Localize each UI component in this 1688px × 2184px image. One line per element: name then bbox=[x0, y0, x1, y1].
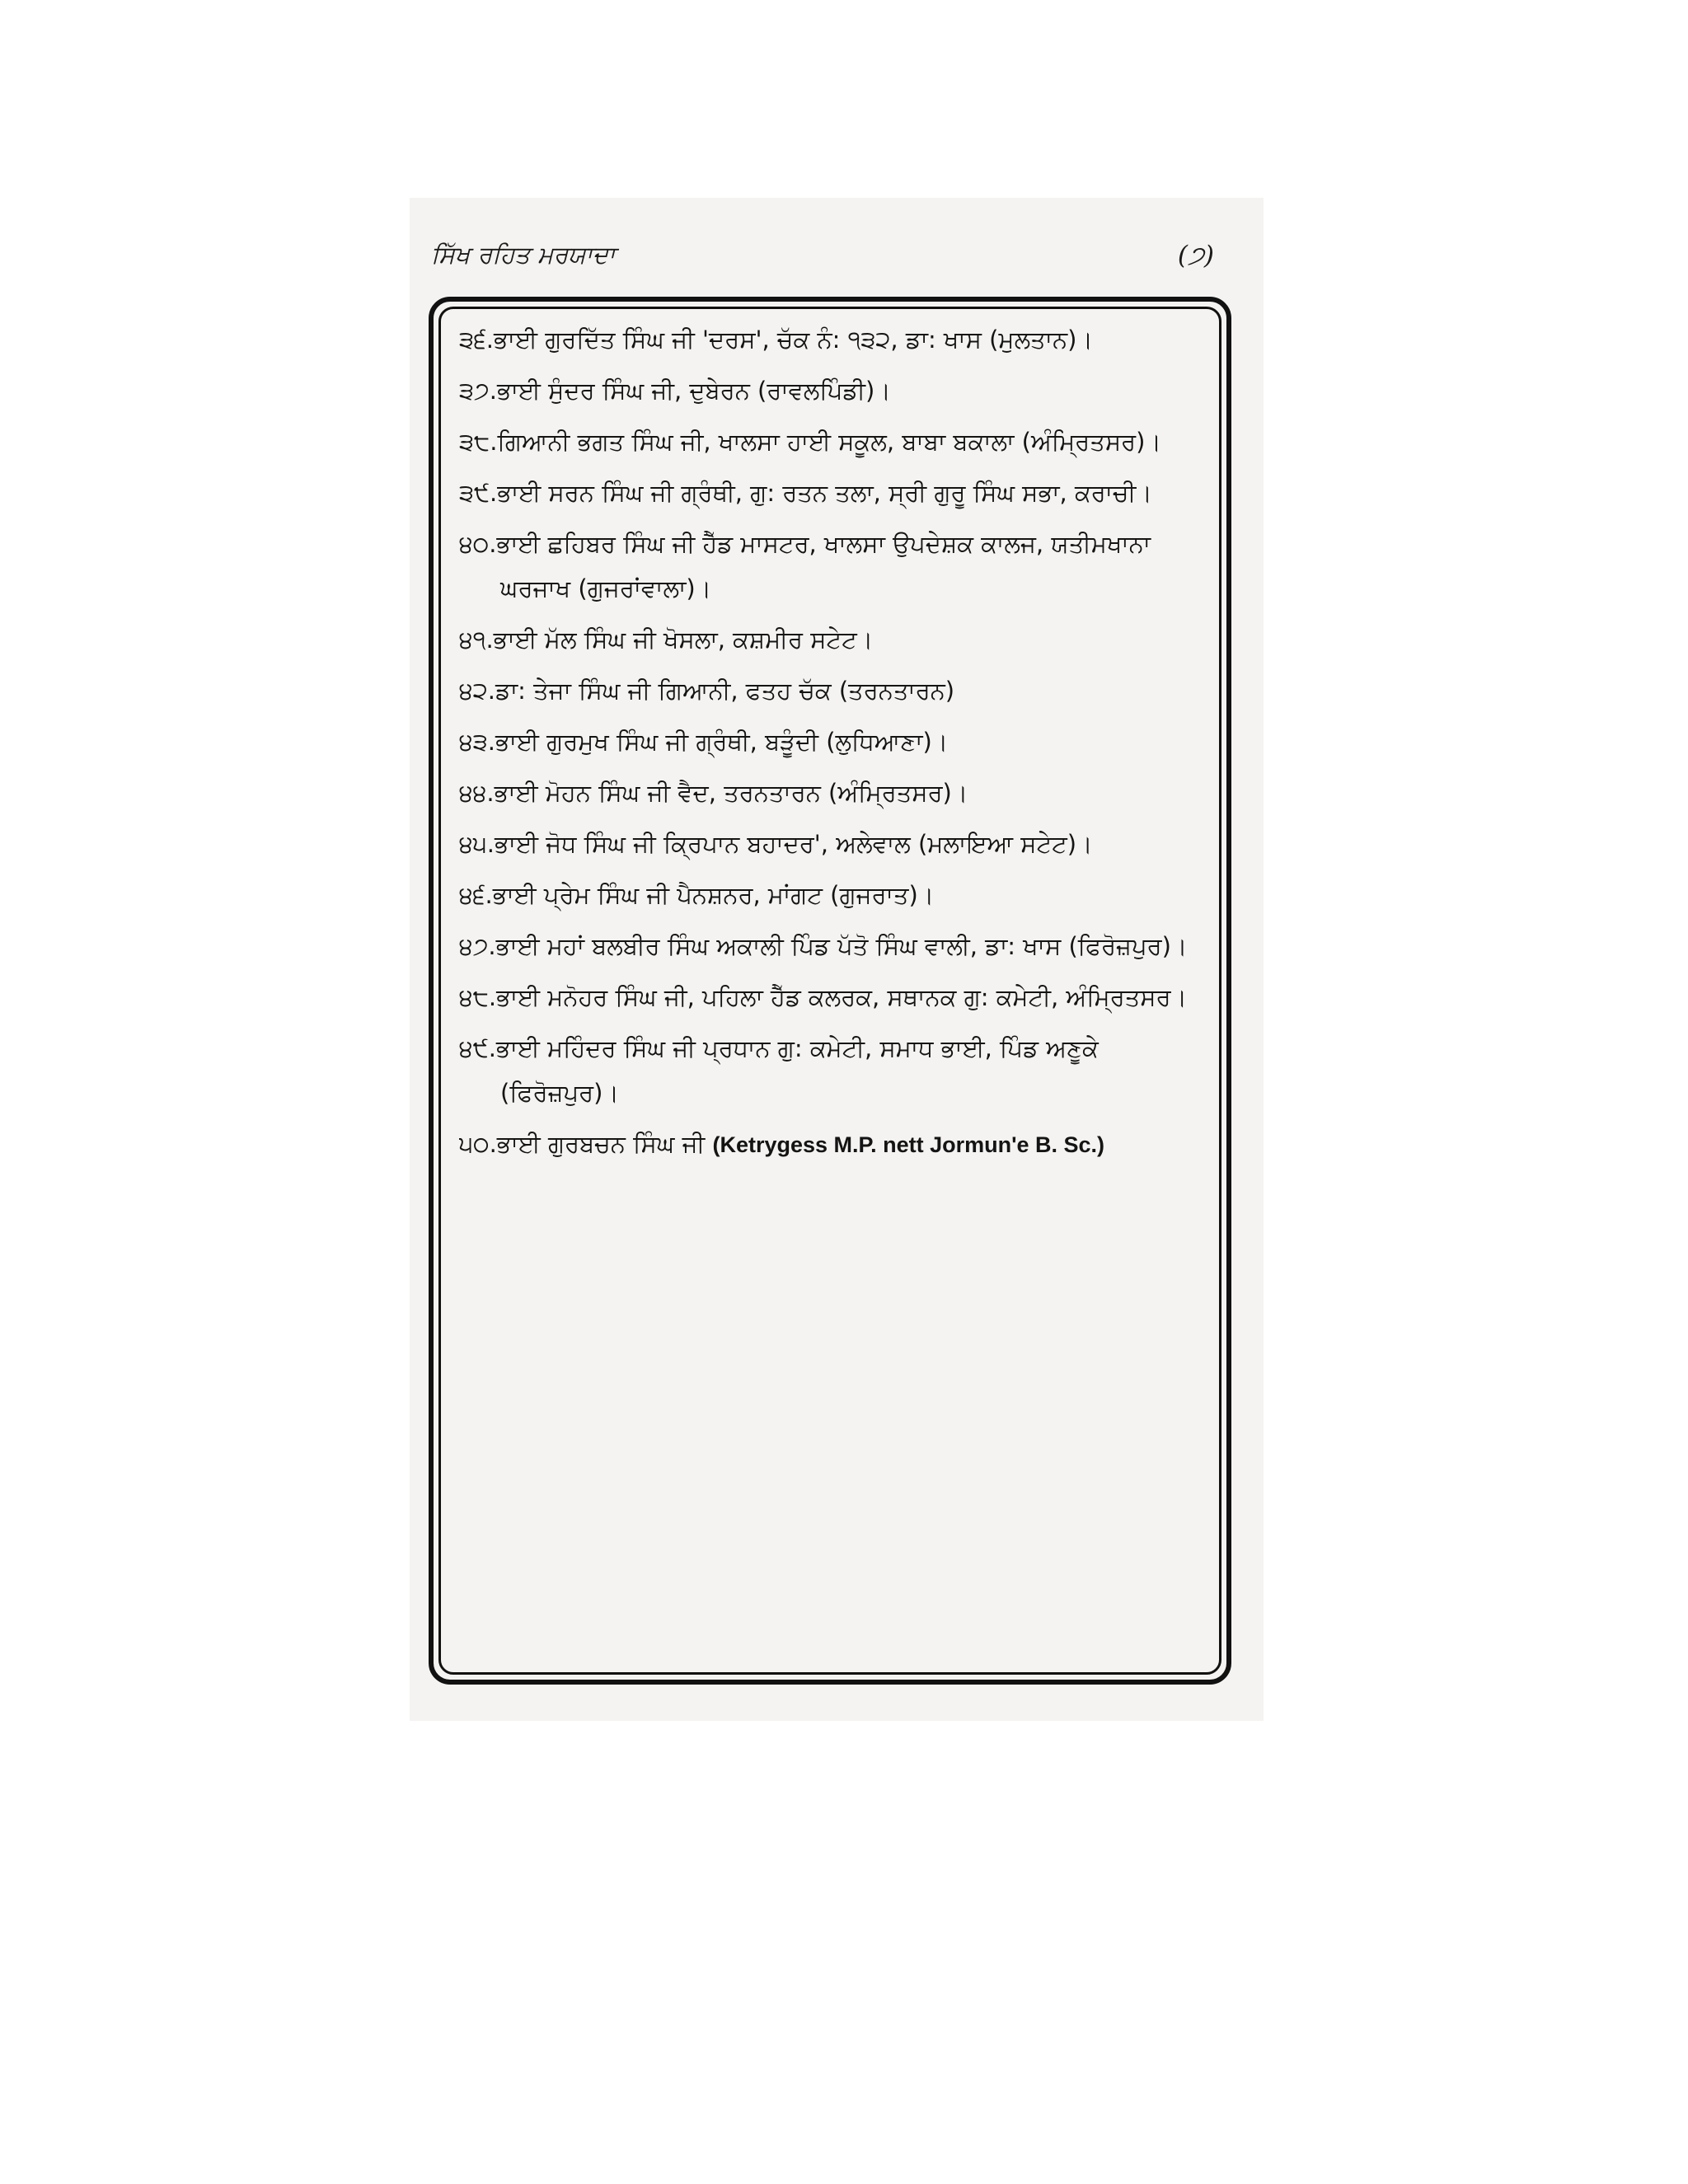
entry-text: ਭਾਈ ਜੋਧ ਸਿੰਘ ਜੀ ਕ੍ਰਿਪਾਨ ਬਹਾਦਰ', ਅਲੇਵਾਲ (ਮਲਾਇਆ ਸਟੇਟ)। bbox=[495, 830, 1093, 858]
list-item bbox=[459, 317, 1217, 362]
entry-text: ਭਾਈ ਮੋਹਨ ਸਿੰਘ ਜੀ ਵੈਦ, ਤਰਨਤਾਰਨ (ਅੰਮ੍ਰਿਤਸਰ)। bbox=[494, 779, 968, 807]
page-number: (੭) bbox=[1177, 241, 1214, 270]
entry-number: ੩੬. bbox=[459, 326, 495, 354]
list-item bbox=[459, 822, 1217, 866]
entry-text: ਭਾਈ ਗੁਰਦਿੱਤ ਸਿੰਘ ਜੀ 'ਦਰਸ', ਚੱਕ ਨੰ: ੧੩੨, ਡਾ: ਖਾਸ (ਮੁਲਤਾਨ)। bbox=[494, 326, 1094, 354]
list-item bbox=[459, 873, 1217, 917]
list-item bbox=[459, 771, 1217, 815]
entry-text-latin: (Ketrygess M.P. nett Jormun'e B. Sc.) bbox=[712, 1132, 1105, 1157]
entry-number: ੪੬. bbox=[459, 881, 493, 909]
entry-number: ੩੭. bbox=[459, 377, 497, 405]
list-item bbox=[459, 1026, 1217, 1115]
list-item bbox=[459, 719, 1217, 764]
header-title: ਸਿੱਖ ਰਹਿਤ ਮਰਯਾਦਾ bbox=[431, 241, 616, 269]
entry-text: ਭਾਈ ਸਰਨ ਸਿੰਘ ਜੀ ਗ੍ਰੰਥੀ, ਗੁ: ਰਤਨ ਤਲਾ, ਸ੍ਰੀ ਗੁਰੂ ਸਿੰਘ ਸਭਾ, ਕਰਾਚੀ। bbox=[497, 479, 1152, 507]
entry-text: ਭਾਈ ਮੱਲ ਸਿੰਘ ਜੀ ਖੋਸਲਾ, ਕਸ਼ਮੀਰ ਸਟੇਟ। bbox=[493, 626, 874, 654]
list-item bbox=[459, 924, 1217, 968]
entry-number: ੪੪. bbox=[459, 779, 495, 807]
entry-number: ੪੨. bbox=[459, 677, 495, 705]
entry-list bbox=[459, 317, 1217, 1174]
list-item bbox=[459, 617, 1217, 662]
running-header bbox=[431, 241, 1214, 274]
entry-number: ੪੩. bbox=[459, 728, 495, 756]
entry-number: ੪੭. bbox=[459, 932, 496, 960]
entry-number: ੩੮. bbox=[459, 428, 498, 456]
list-item bbox=[459, 668, 1217, 713]
entry-text: ਭਾਈ ਪ੍ਰੇਮ ਸਿੰਘ ਜੀ ਪੈਨਸ਼ਨਰ, ਮਾਂਗਟ (ਗੁਜਰਾਤ)। bbox=[492, 881, 935, 909]
entry-text: ਭਾਈ ਸੁੰਦਰ ਸਿੰਘ ਜੀ, ਦੁਬੇਰਨ (ਰਾਵਲਪਿੰਡੀ)। bbox=[496, 377, 891, 405]
entry-text: ਭਾਈ ਮਨੋਹਰ ਸਿੰਘ ਜੀ, ਪਹਿਲਾ ਹੈੱਡ ਕਲਰਕ, ਸਥਾਨਕ ਗੁ: ਕਮੇਟੀ, ਅੰਮ੍ਰਿਤਸਰ। bbox=[496, 983, 1188, 1011]
entry-text: ਡਾ: ਤੇਜਾ ਸਿੰਘ ਜੀ ਗਿਆਨੀ, ਫਤਹ ਚੱਕ (ਤਰਨਤਾਰਨ) bbox=[495, 677, 955, 705]
entry-number: ੪੧. bbox=[459, 626, 494, 654]
entry-number: ੩੯. bbox=[459, 479, 498, 507]
entry-text: ਭਾਈ ਗੁਰਬਚਨ ਸਿੰਘ ਜੀ bbox=[496, 1130, 706, 1158]
entry-number: ੪੯. bbox=[459, 1034, 496, 1062]
list-item bbox=[459, 522, 1217, 611]
entry-text: ਭਾਈ ਮਹਿੰਦਰ ਸਿੰਘ ਜੀ ਪ੍ਰਧਾਨ ਗੁ: ਕਮੇਟੀ, ਸਮਾਧ ਭਾਈ, ਪਿੰਡ ਅਣੂਕੇ (ਫਿਰੋਜ਼ਪੁਰ)। bbox=[495, 1034, 1099, 1107]
entry-number: ੪੮. bbox=[459, 983, 497, 1011]
list-item bbox=[459, 1122, 1217, 1167]
list-item bbox=[459, 419, 1217, 464]
entry-text: ਗਿਆਨੀ ਭਗਤ ਸਿੰਘ ਜੀ, ਖਾਲਸਾ ਹਾਈ ਸਕੂਲ, ਬਾਬਾ ਬਕਾਲਾ (ਅੰਮ੍ਰਿਤਸਰ)। bbox=[497, 428, 1161, 456]
list-item bbox=[459, 975, 1217, 1019]
entry-number: ੪੫. bbox=[459, 830, 495, 858]
entry-number: ੫੦. bbox=[459, 1130, 497, 1158]
entry-text: ਭਾਈ ਛਹਿਬਰ ਸਿੰਘ ਜੀ ਹੈੱਡ ਮਾਸਟਰ, ਖਾਲਸਾ ਉਪਦੇਸ਼ਕ ਕਾਲਜ, ਯਤੀਮਖਾਨਾ ਘਰਜਾਖ (ਗੁਜਰਾਂਵਾਲਾ)। bbox=[496, 530, 1151, 602]
list-item bbox=[459, 368, 1217, 413]
entry-number: ੪੦. bbox=[459, 530, 497, 558]
entry-text: ਭਾਈ ਗੁਰਮੁਖ ਸਿੰਘ ਜੀ ਗ੍ਰੰਥੀ, ਬੜੂੰਦੀ (ਲੁਧਿਆਣਾ)। bbox=[495, 728, 949, 756]
list-item bbox=[459, 471, 1217, 515]
entry-text: ਭਾਈ ਮਹਾਂ ਬਲਬੀਰ ਸਿੰਘ ਅਕਾਲੀ ਪਿੰਡ ਪੱਤੋ ਸਿੰਘ ਵਾਲੀ, ਡਾ: ਖਾਸ (ਫਿਰੋਜ਼ਪੁਰ)। bbox=[495, 932, 1188, 960]
